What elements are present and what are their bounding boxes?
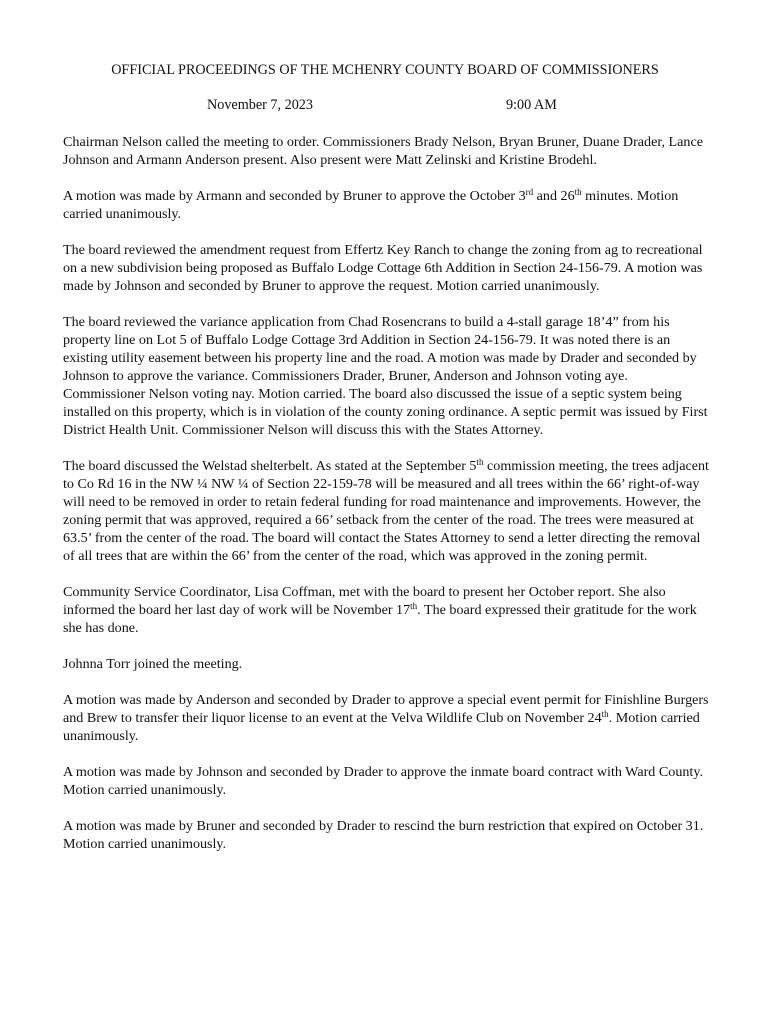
paragraph-burn-restriction: A motion was made by Bruner and seconded by Drader to rescind the burn restriction that expired on October 31. Motion carried unanimously. bbox=[63, 818, 704, 852]
paragraph-minutes-approval bbox=[63, 187, 713, 223]
paragraph-special-event-permit bbox=[63, 691, 713, 745]
paragraph-text: The board discussed the Welstad shelterbelt. As stated at the September 5 bbox=[63, 458, 477, 474]
paragraph-text: Community Service Coordinator, Lisa Coffman, met with the board to present her October report. She also informed the board her last day of work will be November 17 bbox=[63, 584, 666, 618]
ordinal-suffix: th bbox=[476, 457, 484, 467]
meeting-date: November 7, 2023 bbox=[207, 97, 313, 113]
paragraph-text: commission meeting, the trees adjacent to Co Rd 16 in the NW ¼ NW ¼ of Section 22-159-78 will be measured and all trees within the 66’ right-of-way will need to be removed in order to retain federal funding for road maintenance and improvements. However, the zoning permit that was approved, required a 66’ setback from the center of the road. The trees were measured at 63.5’ from the center of the road. The board will contact the States Attorney to send a letter directing the removal of all trees that are within the 66’ from the center of the road, which was approved in the zoning permit. bbox=[63, 458, 709, 564]
paragraph-text: . The board expressed their gratitude for the work she has done. bbox=[63, 602, 697, 636]
paragraph-zoning-amendment: The board reviewed the amendment request from Effertz Key Ranch to change the zoning from ag to recreational on a new subdivision being proposed as Buffalo Lodge Cottage 6th Addition in Section 24-156-79. A motion was made by Johnson and seconded by Bruner to approve the request. Motion carried unanimously. bbox=[63, 242, 703, 294]
paragraph-text: A motion was made by Armann and seconded by Bruner to approve the October 3 bbox=[63, 188, 526, 204]
meeting-time: 9:00 AM bbox=[506, 97, 557, 113]
ordinal-suffix: th bbox=[601, 709, 609, 719]
paragraph-call-to-order: Chairman Nelson called the meeting to order. Commissioners Brady Nelson, Bryan Bruner, Duane Drader, Lance Johnson and Armann Anderson present. Also present were Matt Zelinski and Kristine Brodehl. bbox=[63, 134, 703, 168]
paragraph-attendance-update: Johnna Torr joined the meeting. bbox=[63, 656, 243, 672]
paragraph-inmate-contract: A motion was made by Johnson and seconded by Drader to approve the inmate board contract with Ward County. Motion carried unanimously. bbox=[63, 764, 703, 798]
paragraph-shelterbelt bbox=[63, 457, 713, 565]
ordinal-suffix: th bbox=[574, 187, 582, 197]
paragraph-community-service bbox=[63, 583, 713, 637]
paragraph-text: . Motion carried unanimously. bbox=[63, 710, 700, 744]
paragraph-text: and 26 bbox=[533, 188, 575, 204]
paragraph-variance-application: The board reviewed the variance application from Chad Rosencrans to build a 4-stall garage 18’4” from his property line on Lot 5 of Buffalo Lodge Cottage 3rd Addition in Section 24-156-79. It was noted there is an existing utility easement between his property line and the road. A motion was made by Drader and seconded by Johnson to approve the variance. Commissioners Drader, Bruner, Anderson and Johnson voting aye. Commissioner Nelson voting nay. Motion carried. The board also discussed the issue of a septic system being installed on this property, which is in violation of the county zoning ordinance. A septic permit was issued by First District Health Unit. Commissioner Nelson will discuss this with the States Attorney. bbox=[63, 314, 708, 438]
minutes-body bbox=[63, 133, 713, 871]
ordinal-suffix: th bbox=[410, 601, 418, 611]
ordinal-suffix: rd bbox=[525, 187, 534, 197]
paragraph-text: minutes. Motion carried unanimously. bbox=[63, 188, 679, 222]
paragraph-text: A motion was made by Anderson and seconded by Drader to approve a special event permit for Finishline Burgers and Brew to transfer their liquor license to an event at the Velva Wildlife Club on November 24 bbox=[63, 692, 709, 726]
document-title: OFFICIAL PROCEEDINGS OF THE MCHENRY COUNTY BOARD OF COMMISSIONERS bbox=[111, 62, 659, 78]
